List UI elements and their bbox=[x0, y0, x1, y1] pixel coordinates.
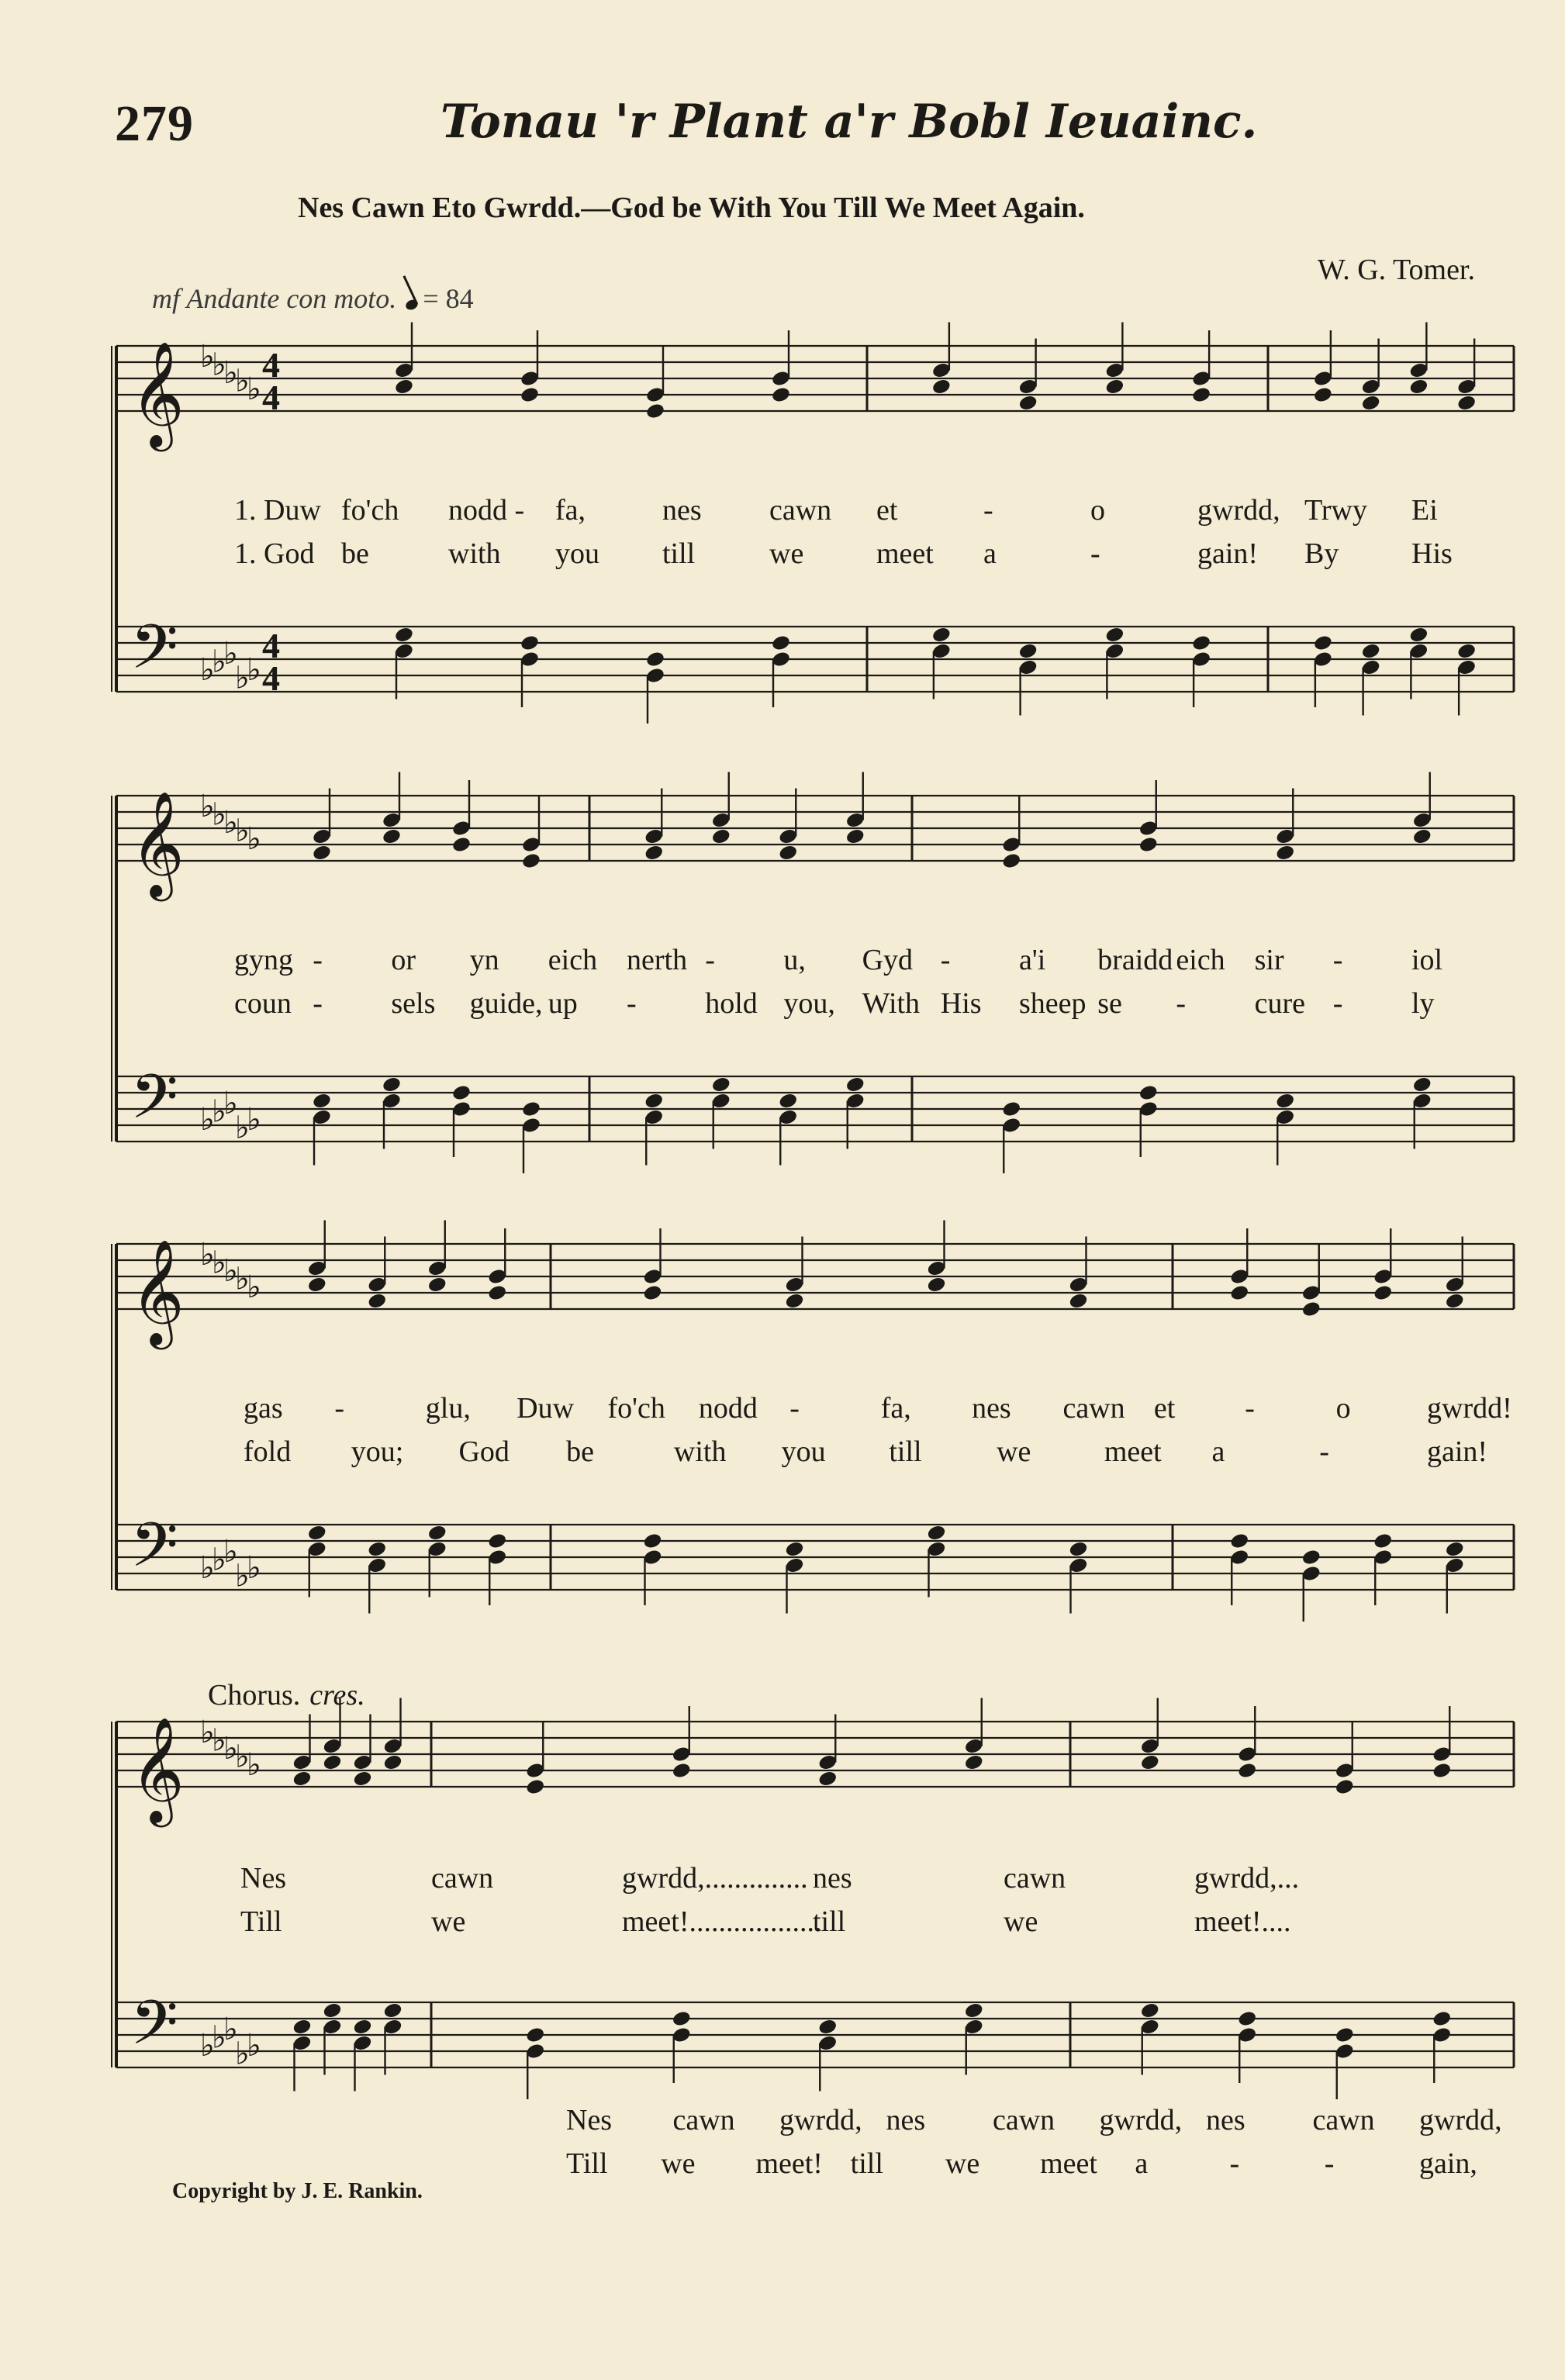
alto-note bbox=[352, 1770, 372, 1788]
lyric-syllable: fold bbox=[244, 1435, 292, 1468]
flat-icon: ♭ bbox=[223, 1086, 238, 1121]
alto-note bbox=[1301, 1300, 1321, 1318]
tenor-note bbox=[312, 1092, 332, 1110]
flat-icon: ♭ bbox=[200, 1102, 215, 1138]
alto-note bbox=[382, 1753, 402, 1771]
lyric-syllable: With bbox=[862, 987, 921, 1020]
flat-icon: ♭ bbox=[212, 1542, 226, 1578]
tenor-note bbox=[451, 1083, 472, 1101]
lyric-syllable: we bbox=[945, 2147, 980, 2180]
alto-note bbox=[845, 827, 865, 845]
lyric-syllable: we bbox=[997, 1435, 1031, 1468]
lyric-syllable: gwrdd, bbox=[1197, 494, 1280, 527]
alto-note bbox=[1001, 851, 1021, 869]
lyric-syllable: meet bbox=[1040, 2147, 1097, 2180]
lyric-syllable: till bbox=[813, 1905, 846, 1938]
composer: W. G. Tomer. bbox=[1317, 254, 1475, 286]
lyric-syllable: Gyd bbox=[862, 944, 914, 976]
lyric-syllable: - bbox=[1319, 1435, 1329, 1468]
tenor-note bbox=[1408, 626, 1429, 644]
tenor-note bbox=[672, 2009, 692, 2027]
hymn-subtitle: Nes Cawn Eto Gwrdd.—God be With You Till We Meet Again. bbox=[298, 192, 1085, 224]
lyric-syllable: you bbox=[555, 537, 599, 570]
lyric-syllable: gyng bbox=[234, 944, 293, 976]
alto-note bbox=[525, 1777, 545, 1795]
lyric-syllable: o bbox=[1335, 1392, 1351, 1425]
lyric-syllable: cawn bbox=[1062, 1392, 1125, 1425]
tenor-note bbox=[1412, 1076, 1432, 1093]
alto-note bbox=[645, 402, 665, 420]
flat-icon: ♭ bbox=[212, 796, 226, 833]
lyric-syllable: gwrdd,.............. bbox=[622, 1862, 808, 1895]
flat-icon: ♭ bbox=[212, 347, 226, 383]
lyric-syllable: nerth bbox=[627, 944, 688, 976]
lyric-syllable: - bbox=[1090, 537, 1100, 570]
alto-note bbox=[1237, 1761, 1257, 1779]
flat-icon: ♭ bbox=[247, 371, 261, 407]
lyric-syllable: we bbox=[431, 1905, 466, 1938]
lyric-syllable: up bbox=[548, 987, 578, 1020]
lyric-syllable: 1. God bbox=[234, 537, 315, 570]
alto-note bbox=[1360, 394, 1380, 412]
lyric-syllable: braidd bbox=[1097, 944, 1173, 976]
treble-clef-icon: 𝄞 bbox=[130, 789, 185, 896]
tenor-note bbox=[784, 1540, 804, 1558]
flat-icon: ♭ bbox=[235, 660, 250, 696]
metronome-value: = 84 bbox=[423, 283, 474, 314]
lyric-syllable: gas bbox=[244, 1392, 283, 1425]
alto-note bbox=[520, 385, 540, 403]
tenor-note bbox=[845, 1076, 865, 1093]
lyric-syllable: - bbox=[983, 494, 993, 527]
dynamic-mark: mf bbox=[152, 283, 180, 314]
lyric-syllable: His bbox=[940, 987, 982, 1020]
tenor-note bbox=[1456, 642, 1477, 660]
lyric-syllable: yn bbox=[469, 944, 499, 976]
tenor-note bbox=[1017, 642, 1038, 660]
lyric-syllable: gwrdd,... bbox=[1194, 1862, 1300, 1895]
tenor-note bbox=[322, 2002, 342, 2019]
chorus-label bbox=[208, 1678, 365, 1712]
tenor-note bbox=[645, 650, 665, 668]
lyric-syllable: God bbox=[458, 1435, 510, 1468]
hymn-number: 279 bbox=[115, 95, 194, 152]
lyric-syllable: Duw bbox=[516, 1392, 575, 1425]
lyric-syllable: meet bbox=[876, 537, 934, 570]
flat-icon: ♭ bbox=[235, 363, 250, 399]
time-signature: 4 bbox=[262, 345, 280, 385]
lyric-syllable: nes bbox=[813, 1862, 852, 1895]
lyric-syllable: a bbox=[1135, 2147, 1149, 2180]
flat-icon: ♭ bbox=[247, 1269, 261, 1305]
tenor-note bbox=[1373, 1532, 1393, 1549]
alto-note bbox=[1140, 1753, 1160, 1771]
flat-icon: ♭ bbox=[247, 821, 261, 857]
tenor-note bbox=[292, 2018, 312, 2036]
lyric-syllable: cawn bbox=[1312, 2104, 1375, 2136]
lyric-syllable: By bbox=[1304, 537, 1339, 570]
flat-icon: ♭ bbox=[200, 1715, 215, 1750]
lyric-syllable: cawn bbox=[1004, 1862, 1066, 1895]
lyric-syllable: nodd - bbox=[448, 494, 525, 527]
alto-note bbox=[1191, 385, 1211, 403]
tenor-note bbox=[642, 1532, 662, 1549]
lyric-syllable: et bbox=[876, 494, 898, 527]
lyric-syllable: - bbox=[1245, 1392, 1255, 1425]
lyric-syllable: gwrdd! bbox=[1427, 1392, 1512, 1425]
flat-icon: ♭ bbox=[200, 652, 215, 688]
tenor-note bbox=[487, 1532, 507, 1549]
lyric-syllable: nodd bbox=[698, 1392, 758, 1425]
lyric-syllable: His bbox=[1411, 537, 1453, 570]
alto-note bbox=[307, 1276, 327, 1294]
lyric-syllable: gain! bbox=[1427, 1435, 1488, 1468]
lyric-syllable: 1. Duw bbox=[234, 494, 321, 527]
flat-icon: ♭ bbox=[223, 1253, 238, 1289]
alto-note bbox=[1408, 378, 1429, 396]
copyright-note: Copyright by J. E. Rankin. bbox=[172, 2179, 423, 2203]
lyric-syllable: gain, bbox=[1419, 2147, 1477, 2180]
flat-icon: ♭ bbox=[223, 636, 238, 672]
flat-icon: ♭ bbox=[223, 1534, 238, 1570]
lyric-syllable: nes bbox=[662, 494, 702, 527]
lyric-syllable: Ei bbox=[1411, 494, 1438, 527]
lyric-syllable: eich bbox=[1176, 944, 1225, 976]
lyric-syllable: - bbox=[1229, 2147, 1240, 2180]
flat-icon: ♭ bbox=[200, 789, 215, 824]
crescendo-mark: cres. bbox=[309, 1679, 365, 1712]
flat-icon: ♭ bbox=[223, 2012, 238, 2047]
flat-icon: ♭ bbox=[235, 813, 250, 849]
lyric-syllable: Nes bbox=[566, 2104, 613, 2136]
time-signature: 4 bbox=[262, 626, 280, 665]
lyric-syllable: meet!.... bbox=[1194, 1905, 1291, 1938]
alto-note bbox=[394, 378, 414, 396]
lyric-syllable: or bbox=[391, 944, 416, 976]
flat-icon: ♭ bbox=[247, 1550, 261, 1586]
alto-note bbox=[1313, 385, 1333, 403]
alto-note bbox=[1373, 1283, 1393, 1301]
lyric-syllable: fo'ch bbox=[607, 1392, 665, 1425]
bass-clef-icon: 𝄢 bbox=[130, 1987, 178, 2074]
flat-icon: ♭ bbox=[247, 1747, 261, 1783]
lyric-syllable: be bbox=[566, 1435, 595, 1468]
alto-note bbox=[322, 1753, 342, 1771]
lyric-syllable: guide, bbox=[469, 987, 543, 1020]
flat-icon: ♭ bbox=[212, 1722, 226, 1759]
lyric-syllable: cawn bbox=[431, 1862, 494, 1895]
flat-icon: ♭ bbox=[235, 2036, 250, 2072]
lyric-syllable: o bbox=[1090, 494, 1105, 527]
lyric-syllable: meet!.................. bbox=[622, 1905, 822, 1938]
tenor-note bbox=[1301, 1548, 1321, 1566]
lyric-syllable: gwrdd, bbox=[1419, 2104, 1502, 2136]
lyric-syllable: a'i bbox=[1019, 944, 1046, 976]
lyric-syllable: a bbox=[1211, 1435, 1225, 1468]
tenor-note bbox=[711, 1076, 731, 1093]
alto-note bbox=[817, 1770, 838, 1788]
alto-note bbox=[1104, 378, 1125, 396]
alto-note bbox=[1017, 394, 1038, 412]
tenor-note bbox=[964, 2002, 984, 2019]
flat-icon: ♭ bbox=[235, 1261, 250, 1297]
lyric-syllable: meet bbox=[1104, 1435, 1162, 1468]
lyric-syllable: till bbox=[850, 2147, 883, 2180]
lyric-syllable: - bbox=[1332, 987, 1343, 1020]
alto-note bbox=[521, 851, 541, 869]
alto-note bbox=[367, 1292, 387, 1310]
flat-icon: ♭ bbox=[235, 1558, 250, 1594]
alto-note bbox=[644, 844, 664, 862]
alto-note bbox=[1412, 827, 1432, 845]
lyric-syllable: we bbox=[661, 2147, 696, 2180]
tenor-note bbox=[520, 634, 540, 651]
alto-note bbox=[292, 1770, 312, 1788]
tenor-note bbox=[1237, 2009, 1257, 2027]
tenor-note bbox=[1229, 1532, 1249, 1549]
lyric-syllable: fo'ch bbox=[341, 494, 399, 527]
alto-note bbox=[1229, 1283, 1249, 1301]
lyric-syllable: cawn bbox=[993, 2104, 1055, 2136]
alto-note bbox=[427, 1276, 447, 1294]
tenor-note bbox=[1313, 634, 1333, 651]
tenor-note bbox=[394, 626, 414, 644]
lyric-syllable: with bbox=[448, 537, 501, 570]
alto-note bbox=[1456, 394, 1477, 412]
lyric-syllable: Nes bbox=[240, 1862, 287, 1895]
lyric-syllable: - bbox=[627, 987, 637, 1020]
tenor-note bbox=[1104, 626, 1125, 644]
flat-icon: ♭ bbox=[223, 355, 238, 391]
tenor-note bbox=[1191, 634, 1211, 651]
lyric-syllable: nes bbox=[972, 1392, 1011, 1425]
alto-note bbox=[1068, 1292, 1088, 1310]
flat-icon: ♭ bbox=[212, 644, 226, 680]
flat-icon: ♭ bbox=[247, 1102, 261, 1138]
lyric-syllable: sels bbox=[391, 987, 436, 1020]
flat-icon: ♭ bbox=[235, 1110, 250, 1146]
alto-note bbox=[451, 835, 472, 853]
lyric-syllable: coun bbox=[234, 987, 292, 1020]
flat-icon: ♭ bbox=[200, 2028, 215, 2064]
flat-icon: ♭ bbox=[212, 1093, 226, 1130]
tenor-note bbox=[1138, 1083, 1159, 1101]
lyric-syllable: cawn bbox=[672, 2104, 735, 2136]
bass-clef-icon: 𝄢 bbox=[130, 611, 178, 698]
lyric-syllable: Till bbox=[566, 2147, 608, 2180]
lyric-syllable: eich bbox=[548, 944, 598, 976]
lyric-syllable: u, bbox=[783, 944, 806, 976]
flat-icon: ♭ bbox=[247, 2028, 261, 2064]
tenor-note bbox=[931, 626, 952, 644]
tenor-note bbox=[382, 2002, 402, 2019]
lyric-syllable: cure bbox=[1254, 987, 1305, 1020]
alto-note bbox=[642, 1283, 662, 1301]
alto-note bbox=[926, 1276, 946, 1294]
flat-icon: ♭ bbox=[235, 1739, 250, 1775]
bass-clef-icon: 𝄢 bbox=[130, 1509, 178, 1596]
alto-note bbox=[1445, 1292, 1465, 1310]
flat-icon: ♭ bbox=[223, 1731, 238, 1767]
lyric-syllable: we bbox=[769, 537, 804, 570]
tenor-note bbox=[778, 1092, 798, 1110]
tenor-note bbox=[307, 1524, 327, 1542]
lyric-syllable: nes bbox=[886, 2104, 926, 2136]
lyric-syllable: - bbox=[334, 1392, 345, 1425]
lyric-syllable: - bbox=[1176, 987, 1187, 1020]
tenor-note bbox=[1001, 1100, 1021, 1117]
alto-note bbox=[1275, 844, 1295, 862]
lyric-syllable: you, bbox=[783, 987, 835, 1020]
alto-note bbox=[1138, 835, 1159, 853]
treble-clef-icon: 𝄞 bbox=[130, 1715, 185, 1822]
alto-note bbox=[931, 378, 952, 396]
alto-note bbox=[1432, 1761, 1452, 1779]
alto-note bbox=[487, 1283, 507, 1301]
lyric-syllable: ly bbox=[1411, 987, 1435, 1020]
tenor-note bbox=[521, 1100, 541, 1117]
lyric-syllable: - bbox=[789, 1392, 800, 1425]
chorus-text: Chorus. bbox=[208, 1679, 301, 1712]
alto-note bbox=[672, 1761, 692, 1779]
lyric-syllable: - bbox=[313, 944, 323, 976]
lyric-syllable: you; bbox=[351, 1435, 404, 1468]
lyric-syllable: - bbox=[1324, 2147, 1335, 2180]
lyric-syllable: et bbox=[1153, 1392, 1176, 1425]
tenor-note bbox=[644, 1092, 664, 1110]
tenor-note bbox=[427, 1524, 447, 1542]
lyric-syllable: a bbox=[983, 537, 997, 570]
tenor-note bbox=[1432, 2009, 1452, 2027]
tenor-note bbox=[817, 2018, 838, 2036]
time-signature: 4 bbox=[262, 658, 280, 698]
lyric-syllable: gwrdd, bbox=[779, 2104, 862, 2136]
lyric-syllable: - bbox=[313, 987, 323, 1020]
lyric-syllable: glu, bbox=[425, 1392, 471, 1425]
lyric-syllable: nes bbox=[1206, 2104, 1245, 2136]
bass-clef-icon: 𝄢 bbox=[130, 1061, 178, 1148]
tenor-note bbox=[352, 2018, 372, 2036]
treble-clef-icon: 𝄞 bbox=[130, 340, 185, 447]
lyric-syllable: fa, bbox=[880, 1392, 911, 1425]
treble-clef-icon: 𝄞 bbox=[130, 1238, 185, 1345]
tenor-note bbox=[1335, 2026, 1355, 2043]
flat-icon: ♭ bbox=[212, 2019, 226, 2056]
alto-note bbox=[778, 844, 798, 862]
alto-note bbox=[711, 827, 731, 845]
tenor-note bbox=[525, 2026, 545, 2043]
time-signature: 4 bbox=[262, 378, 280, 417]
lyric-syllable: se bbox=[1097, 987, 1122, 1020]
lyric-syllable: cawn bbox=[769, 494, 832, 527]
alto-note bbox=[382, 827, 402, 845]
lyric-syllable: meet! bbox=[755, 2147, 823, 2180]
lyric-syllable: with bbox=[673, 1435, 727, 1468]
flat-icon: ♭ bbox=[200, 339, 215, 375]
lyric-syllable: gwrdd, bbox=[1099, 2104, 1183, 2136]
alto-note bbox=[784, 1292, 804, 1310]
lyric-syllable: till bbox=[662, 537, 696, 570]
tenor-note bbox=[367, 1540, 387, 1558]
lyric-syllable: Trwy bbox=[1304, 494, 1367, 527]
flat-icon: ♭ bbox=[247, 652, 261, 688]
lyric-syllable: sir bbox=[1254, 944, 1284, 976]
tenor-note bbox=[1445, 1540, 1465, 1558]
tenor-note bbox=[1068, 1540, 1088, 1558]
alto-note bbox=[312, 844, 332, 862]
alto-note bbox=[1335, 1777, 1355, 1795]
lyric-syllable: - bbox=[705, 944, 715, 976]
tenor-note bbox=[771, 634, 791, 651]
flat-icon: ♭ bbox=[223, 805, 238, 841]
alto-note bbox=[771, 385, 791, 403]
lyric-syllable: be bbox=[341, 537, 369, 570]
lyric-syllable: iol bbox=[1411, 944, 1443, 976]
lyric-syllable: we bbox=[1004, 1905, 1038, 1938]
section-title: Tonau 'r Plant a'r Bobl Ieuainc. bbox=[440, 95, 1258, 149]
alto-note bbox=[964, 1753, 984, 1771]
tempo-text: Andante con moto. bbox=[186, 283, 397, 314]
tenor-note bbox=[1140, 2002, 1160, 2019]
lyric-syllable: till bbox=[889, 1435, 922, 1468]
lyric-syllable: you bbox=[781, 1435, 826, 1468]
flat-icon: ♭ bbox=[212, 1245, 226, 1281]
lyric-syllable: Till bbox=[240, 1905, 282, 1938]
lyric-syllable: - bbox=[1332, 944, 1343, 976]
flat-icon: ♭ bbox=[200, 1237, 215, 1273]
lyric-syllable: sheep bbox=[1019, 987, 1087, 1020]
flat-icon: ♭ bbox=[200, 1550, 215, 1586]
lyric-syllable: fa, bbox=[555, 494, 586, 527]
tenor-note bbox=[1360, 642, 1380, 660]
lyric-syllable: - bbox=[940, 944, 951, 976]
lyric-syllable: hold bbox=[705, 987, 758, 1020]
tenor-note bbox=[382, 1076, 402, 1093]
tenor-note bbox=[926, 1524, 946, 1542]
tenor-note bbox=[1275, 1092, 1295, 1110]
lyric-syllable: gain! bbox=[1197, 537, 1259, 570]
